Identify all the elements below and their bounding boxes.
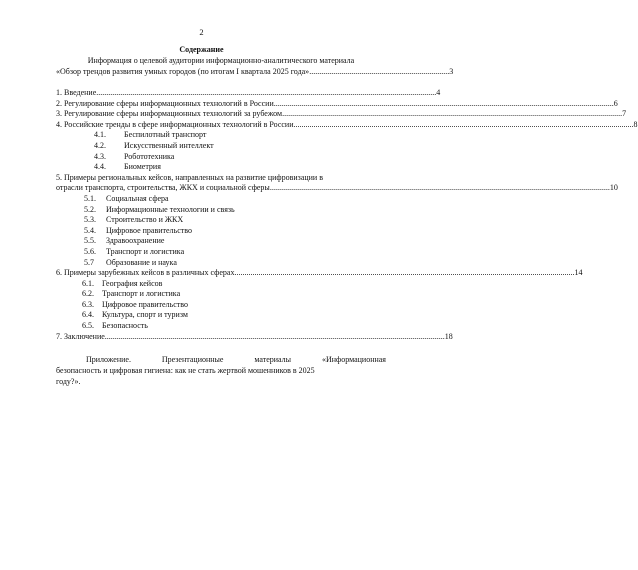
- subentry-number: 5.3.: [84, 215, 96, 225]
- leader-dots: ..........................................................................................................................................................................: [293, 119, 634, 129]
- subentry-number: 5.4.: [84, 225, 96, 235]
- subentry-title: Образование и наука: [106, 257, 177, 267]
- intro-page: 3: [449, 66, 454, 76]
- toc-entry-4: [56, 119, 638, 131]
- toc-subentry-5-6: [56, 247, 386, 258]
- leader-dots: ..........................................................................................................................................................................: [234, 268, 575, 278]
- page-number: 2: [199, 27, 204, 37]
- toc-entry-page: 7: [622, 109, 627, 119]
- appendix-line-3: году?».: [56, 377, 81, 386]
- subentry-title: Цифровое правительство: [102, 299, 188, 309]
- leader-dots: ..........................................................................................................................................................................: [269, 183, 610, 193]
- leader-dots: ..........................................................................................................................................................................: [273, 98, 614, 108]
- toc-subentry-5-7: [56, 258, 386, 269]
- subentry-number: 4.2.: [94, 140, 106, 150]
- toc-entry-page: 10: [609, 183, 618, 193]
- intro-line-1: Информация о целевой аудитории информационно-аналитического материала: [87, 56, 355, 65]
- subentry-number: 5.6.: [84, 246, 96, 256]
- subentry-number: 4.1.: [94, 130, 106, 140]
- toc-subentry-5-2: [56, 205, 386, 216]
- page-title: Содержание: [179, 45, 224, 54]
- subentry-number: 6.1.: [82, 278, 94, 288]
- subentry-title: Культура, спорт и туризм: [102, 310, 188, 320]
- toc-subentry-4-3: [56, 152, 386, 163]
- subentry-title: Цифровое правительство: [106, 225, 192, 235]
- toc-subentry-6-4: [56, 310, 386, 321]
- subentry-number: 5.5.: [84, 236, 96, 246]
- leader-dots: ..........................................................................................................................................................................: [104, 331, 445, 341]
- appendix-line-1: [56, 354, 386, 365]
- subentry-title: Беспилотный транспорт: [124, 130, 207, 140]
- subentry-number: 6.5.: [82, 321, 94, 331]
- subentry-number: 6.3.: [82, 299, 94, 309]
- toc-subentry-4-4: [56, 162, 386, 173]
- toc-entry-page: 14: [574, 268, 583, 278]
- toc-entry-title: отрасли транспорта, строительства, ЖКХ и социальной сферы: [56, 183, 270, 193]
- toc-subentry-6-5: [56, 321, 386, 332]
- subentry-number: 5.7: [84, 257, 94, 267]
- toc-entry-page: 8: [633, 119, 638, 129]
- leader-dots: ..........................................................................................................................................................................: [96, 88, 437, 97]
- toc-intro-entry: [56, 56, 454, 77]
- toc-subentry-5-3: [56, 215, 386, 226]
- toc-subentry-6-3: [56, 300, 386, 311]
- toc-entry-5-line-1: 5. Примеры региональных кейсов, направленных на развитие цифровизации в: [56, 172, 323, 182]
- subentry-title: Искусственный интеллект: [124, 140, 214, 150]
- toc-entry-title: 4. Российские тренды в сфере информационных технологий в России: [56, 119, 294, 129]
- appendix-word: материалы: [254, 355, 292, 364]
- toc-entry-title: 6. Примеры зарубежных кейсов в различных сферах: [56, 268, 235, 278]
- toc-entry-title: 7. Заключение: [56, 331, 105, 341]
- subentry-title: Биометрия: [124, 162, 161, 172]
- toc-entry-3: [56, 109, 627, 120]
- toc-subentry-4-2: [56, 141, 386, 152]
- toc-subentry-5-1: [56, 194, 386, 205]
- subentry-title: География кейсов: [102, 278, 163, 288]
- subentry-title: Безопасность: [102, 321, 148, 331]
- toc-entry-page: 6: [613, 98, 618, 108]
- appendix-word: Презентационные: [161, 355, 224, 364]
- toc-subentry-5-5: [56, 236, 386, 247]
- toc-entry-page: 4: [436, 88, 441, 97]
- toc-subentry-4-1: [56, 130, 386, 141]
- toc-subentry-6-2: [56, 289, 386, 300]
- leader-dots: ..........................................................................................................................................................................: [282, 109, 623, 119]
- intro-line-2: [56, 66, 454, 78]
- toc-subentry-6-1: [56, 279, 386, 290]
- subentry-number: 5.2.: [84, 204, 96, 214]
- toc-entry-page: 18: [444, 331, 453, 341]
- table-of-contents: [56, 88, 638, 342]
- subentry-number: 6.2.: [82, 289, 94, 299]
- appendix-word: «Информационная: [321, 355, 386, 364]
- toc-entry-5: [56, 183, 618, 194]
- toc-entry-title: 1. Введение: [56, 88, 97, 97]
- intro-title: «Обзор трендов развития умных городов (по итогам I квартала 2025 года»: [56, 66, 310, 76]
- subentry-title: Робототехника: [124, 151, 175, 161]
- toc-subentry-5-4: [56, 226, 386, 237]
- subentry-number: 6.4.: [82, 310, 94, 320]
- toc-entry-6: [56, 268, 583, 279]
- toc-entry-7: [56, 331, 453, 343]
- subentry-title: Информационные технологии и связь: [106, 204, 235, 214]
- toc-entry-1: [56, 88, 441, 99]
- subentry-title: Социальная сфера: [106, 193, 169, 203]
- subentry-number: 4.3.: [94, 151, 106, 161]
- toc-entry-title: 3. Регулирование сферы информационных технологий за рубежом: [56, 109, 283, 119]
- appendix-word: Приложение.: [86, 355, 131, 364]
- subentry-title: Здравоохранение: [106, 236, 165, 246]
- subentry-number: 5.1.: [84, 193, 96, 203]
- subentry-title: Строительство и ЖКХ: [106, 215, 184, 225]
- toc-entry-2: [56, 98, 618, 110]
- appendix-note: [56, 354, 386, 387]
- toc-entry-title: 2. Регулирование сферы информационных технологий в России: [56, 98, 274, 108]
- leader-dots: ......................................................................: [309, 66, 450, 76]
- subentry-number: 4.4.: [94, 162, 106, 172]
- subentry-title: Транспорт и логистика: [106, 246, 185, 256]
- appendix-line-2: безопасность и цифровая гигиена: как не стать жертвой мошенников в 2025: [56, 366, 315, 375]
- subentry-title: Транспорт и логистика: [102, 289, 181, 299]
